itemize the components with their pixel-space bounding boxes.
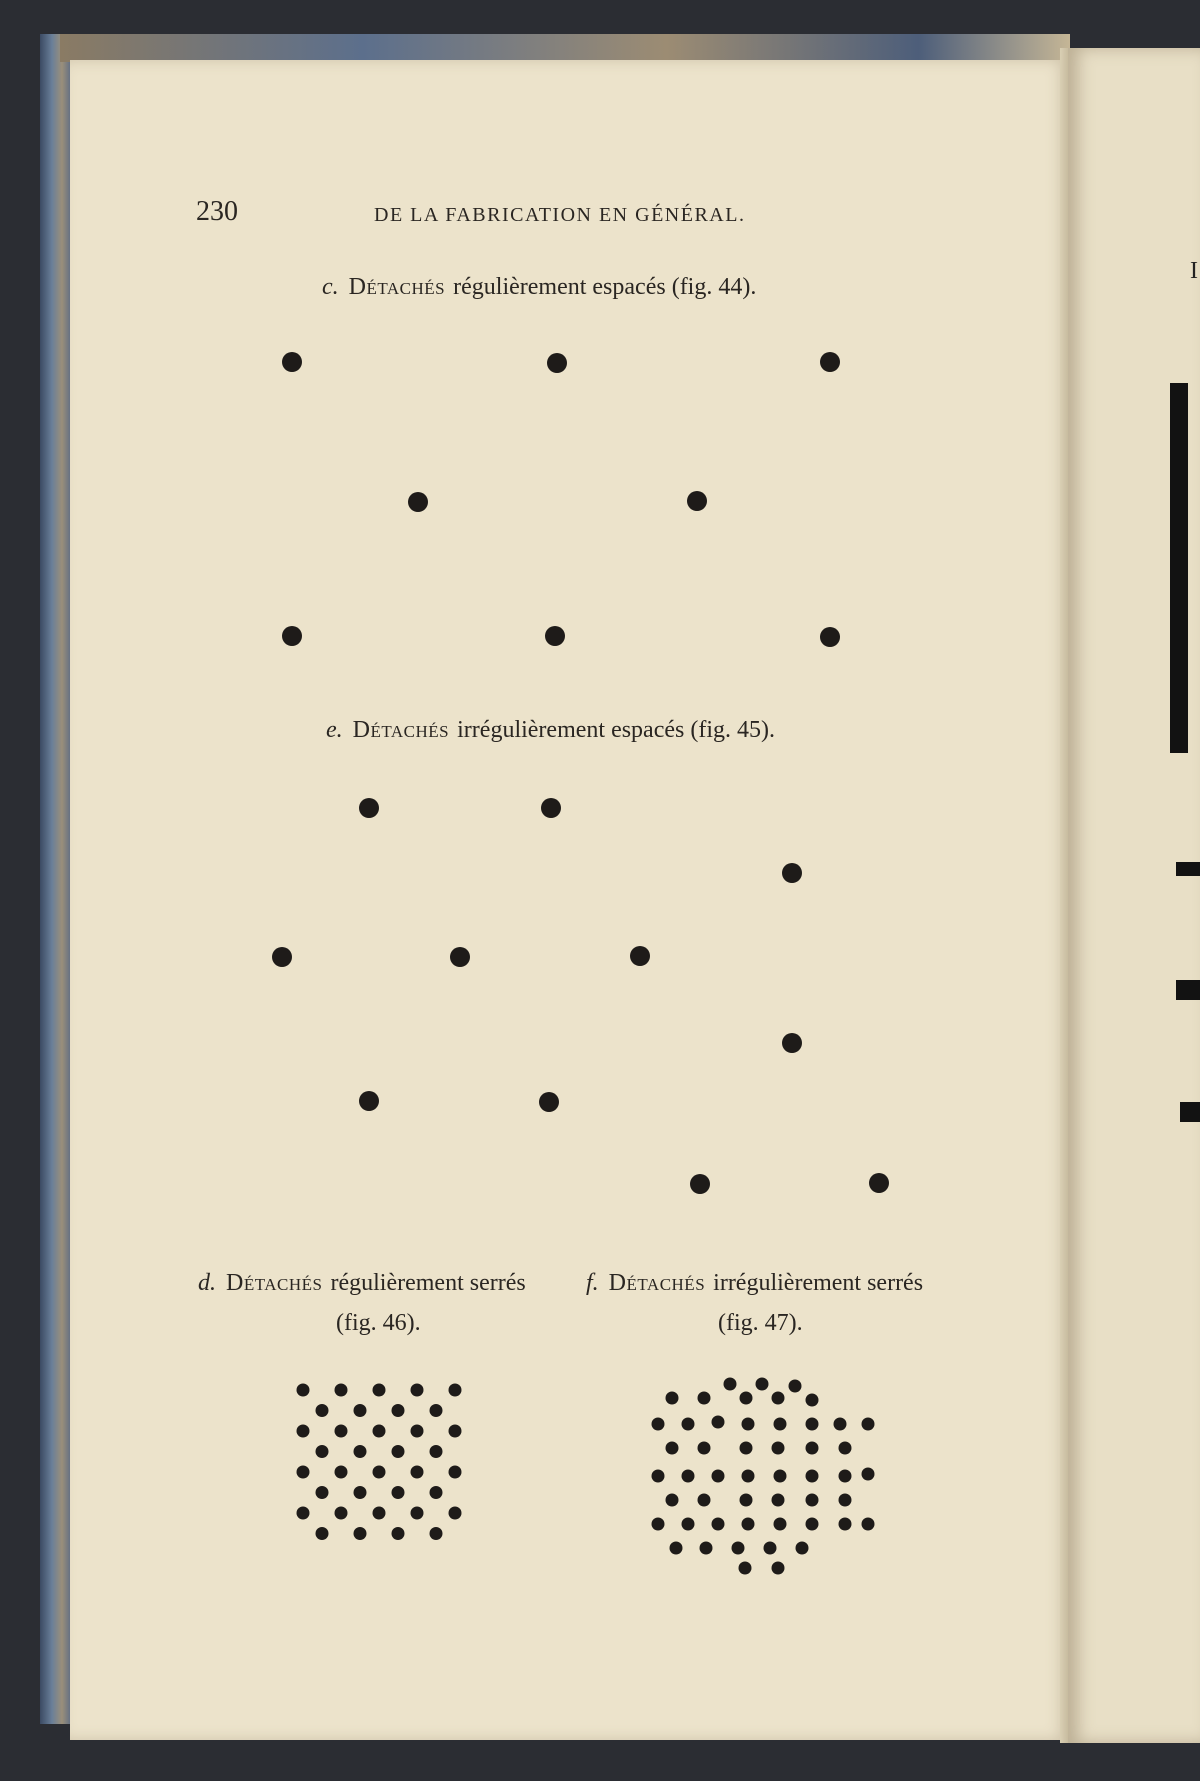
dot bbox=[652, 1518, 665, 1531]
dot bbox=[772, 1442, 785, 1455]
dot bbox=[806, 1418, 819, 1431]
dot bbox=[774, 1518, 787, 1531]
dot bbox=[740, 1392, 753, 1405]
dot bbox=[774, 1418, 787, 1431]
caption-letter: f. bbox=[586, 1270, 599, 1296]
caption-letter: e. bbox=[326, 717, 343, 743]
dot bbox=[712, 1416, 725, 1429]
caption-fig-47-ref: (fig. 47). bbox=[718, 1310, 803, 1336]
dot bbox=[652, 1418, 665, 1431]
dot bbox=[666, 1442, 679, 1455]
dot bbox=[772, 1494, 785, 1507]
dot bbox=[834, 1418, 847, 1431]
caption-fig-46-ref: (fig. 46). bbox=[336, 1310, 421, 1336]
dot bbox=[712, 1518, 725, 1531]
dot bbox=[712, 1470, 725, 1483]
dot bbox=[764, 1542, 777, 1555]
dot bbox=[862, 1418, 875, 1431]
caption-text: régulièrement serrés bbox=[330, 1270, 526, 1296]
dot bbox=[739, 1562, 752, 1575]
dot bbox=[806, 1394, 819, 1407]
dot bbox=[839, 1442, 852, 1455]
dot bbox=[789, 1380, 802, 1393]
dot bbox=[682, 1470, 695, 1483]
dot bbox=[756, 1378, 769, 1391]
dot bbox=[698, 1442, 711, 1455]
dot bbox=[724, 1378, 737, 1391]
dot bbox=[670, 1542, 683, 1555]
dot bbox=[740, 1494, 753, 1507]
facing-page-letter: I bbox=[1190, 258, 1198, 284]
dot bbox=[796, 1542, 809, 1555]
dot bbox=[862, 1468, 875, 1481]
dot bbox=[666, 1392, 679, 1405]
dot bbox=[742, 1418, 755, 1431]
page-number: 230 bbox=[196, 196, 238, 227]
caption-keyword: Détachés bbox=[352, 717, 450, 743]
caption-text: irrégulièrement espacés (fig. 45). bbox=[457, 717, 775, 743]
dot bbox=[700, 1542, 713, 1555]
caption-letter: d. bbox=[198, 1270, 216, 1296]
dot bbox=[698, 1392, 711, 1405]
dot bbox=[772, 1392, 785, 1405]
dot bbox=[806, 1494, 819, 1507]
caption-text: régulièrement espacés (fig. 44). bbox=[453, 274, 757, 300]
dot bbox=[806, 1470, 819, 1483]
dot bbox=[862, 1518, 875, 1531]
dot bbox=[839, 1494, 852, 1507]
caption-keyword: Détachés bbox=[348, 274, 446, 300]
dot bbox=[772, 1562, 785, 1575]
caption-keyword: Détachés bbox=[608, 1270, 706, 1296]
dot bbox=[682, 1418, 695, 1431]
caption-keyword: Détachés bbox=[226, 1270, 323, 1296]
dot bbox=[742, 1470, 755, 1483]
dot bbox=[839, 1518, 852, 1531]
dot bbox=[698, 1494, 711, 1507]
dot bbox=[774, 1470, 787, 1483]
dot bbox=[742, 1518, 755, 1531]
dot bbox=[806, 1518, 819, 1531]
dot bbox=[682, 1518, 695, 1531]
caption-letter: c. bbox=[322, 274, 339, 300]
dot bbox=[652, 1470, 665, 1483]
dot bbox=[806, 1442, 819, 1455]
dot bbox=[839, 1470, 852, 1483]
caption-text: irrégulièrement serrés bbox=[713, 1270, 924, 1296]
dot bbox=[740, 1442, 753, 1455]
dot bbox=[732, 1542, 745, 1555]
running-title: DE LA FABRICATION EN GÉNÉRAL. bbox=[374, 204, 746, 226]
dot bbox=[666, 1494, 679, 1507]
